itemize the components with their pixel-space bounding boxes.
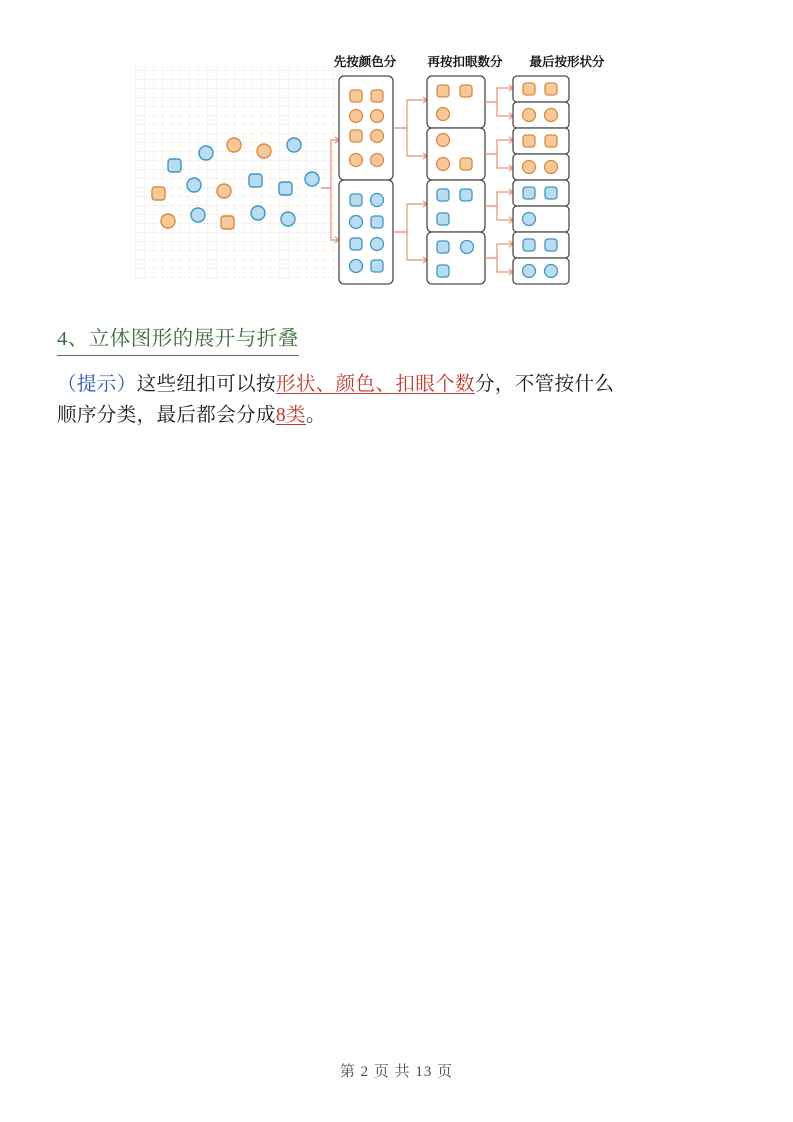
- section-heading: 4、立体图形的展开与折叠: [57, 327, 299, 356]
- tip-paren-open: （: [57, 373, 77, 395]
- column-label-1: 先按颜色分: [333, 55, 397, 69]
- body-text: [57, 327, 747, 432]
- column-label-3: 最后按形状分: [529, 55, 605, 69]
- arrows-col2-to-col3: [485, 85, 513, 275]
- tip-seg3: 分，不管按什么: [474, 373, 615, 395]
- figure-svg: [135, 52, 665, 292]
- tip-label: 提示: [76, 373, 117, 395]
- arrows-col1-to-col2: [393, 97, 427, 263]
- column-1-boxes: [339, 76, 393, 284]
- tip-paragraph: [57, 369, 747, 432]
- tip-count: 8类: [275, 405, 306, 427]
- page-footer: 第 2 页 共 13 页: [339, 1064, 454, 1080]
- tip-line2-seg1: 顺序分类，最后都会分成: [57, 405, 276, 427]
- column-3-boxes: [513, 76, 569, 284]
- column-label-2: 再按扣眼数分: [427, 55, 503, 69]
- classification-figure: [135, 52, 665, 292]
- tip-keywords: 形状、颜色、扣眼个数: [275, 373, 475, 395]
- tip-line2-seg2: 。: [305, 405, 326, 427]
- tip-seg1: 这些纽扣可以按: [136, 373, 276, 395]
- tip-paren-close: ）: [116, 373, 137, 395]
- column-2-boxes: [427, 76, 485, 284]
- tip-line2: [57, 400, 747, 432]
